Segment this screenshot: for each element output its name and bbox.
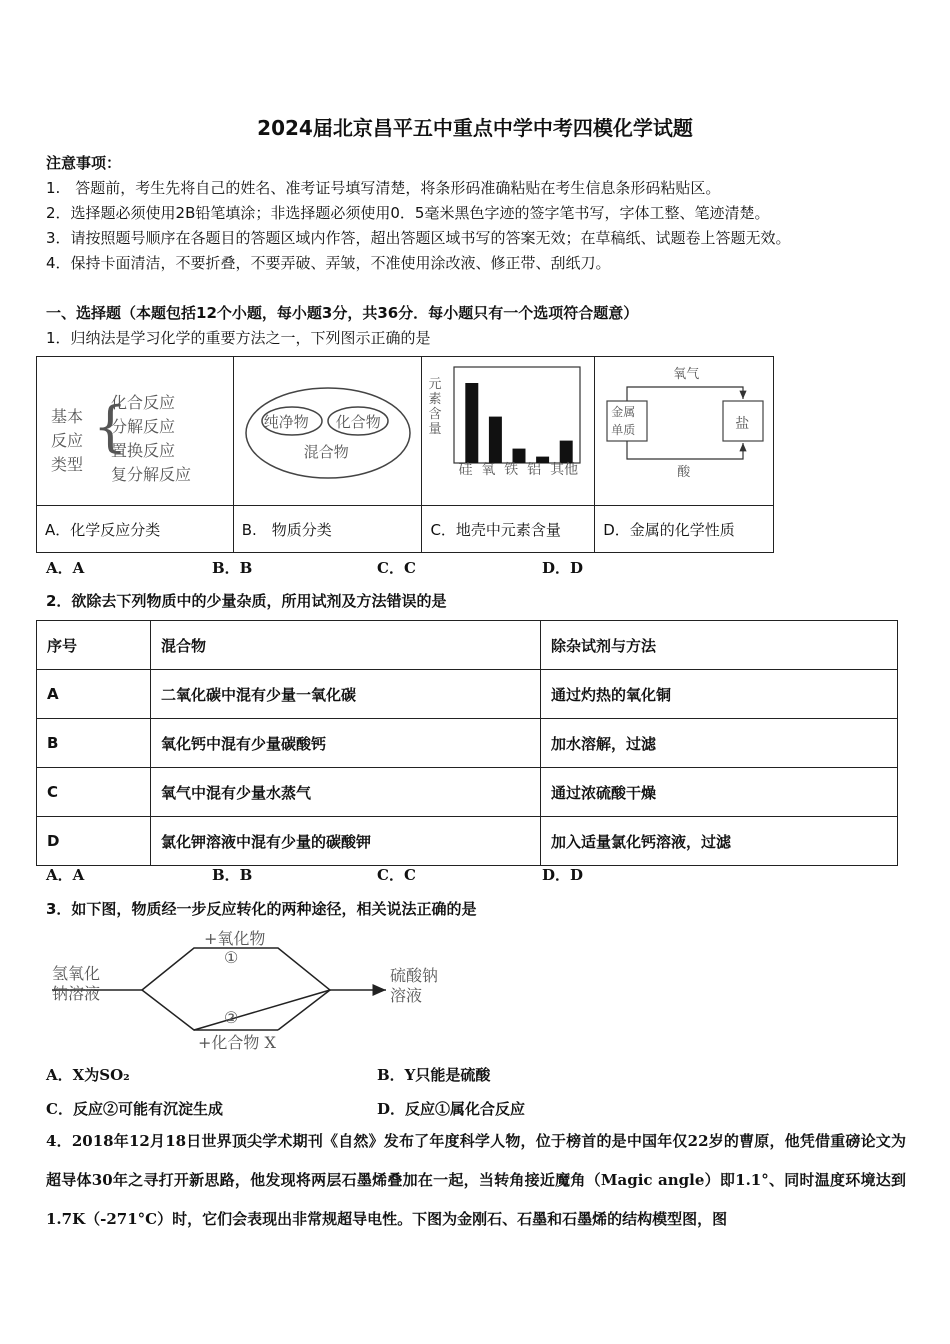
table-header-row (37, 621, 898, 670)
fig-metal-properties (595, 357, 773, 505)
note-item: 2．选择题必须使用2B铅笔填涂；非选择题必须使用0．5毫米黑色字迹的签字笔书写，字体工整、笔迹清楚。 (46, 204, 770, 222)
q1-caption: D．金属的化学性质 (595, 506, 774, 553)
q2-option: C．C (377, 866, 416, 884)
q3-start: 氢氧化 (52, 964, 101, 983)
fig-b-pure: 纯净物 (263, 413, 309, 431)
fig-d-left: 金属 (611, 405, 636, 419)
q2-option: A．A (46, 866, 85, 884)
fig-a-item: 置换反应 (111, 441, 176, 460)
table-cell: 通过灼热的氧化铜 (541, 670, 898, 719)
q1-figure-table (36, 356, 774, 553)
chart-bar-硅 (466, 383, 479, 463)
section-heading: 一、选择题（本题包括12个小题，每小题3分，共36分．每小题只有一个选项符合题意） (46, 304, 639, 322)
table-header: 除杂试剂与方法 (541, 621, 898, 670)
q1-caption: A．化学反应分类 (37, 506, 234, 553)
table-cell: 二氧化碳中混有少量一氧化碳 (151, 670, 541, 719)
fig-d-top: 氧气 (673, 367, 700, 382)
table-cell: 加入适量氯化钙溶液，过滤 (541, 817, 898, 866)
fig-d-right: 盐 (735, 416, 750, 432)
table-cell: 加水溶解，过滤 (541, 719, 898, 768)
q1-option: B．B (212, 559, 253, 577)
notes-heading: 注意事项： (46, 154, 122, 172)
fig-reaction-types (37, 357, 233, 505)
chart-tick-label: 铝 (527, 462, 542, 478)
q2-table (36, 620, 898, 866)
table-row (37, 719, 898, 768)
q3-start: 钠溶液 (52, 984, 101, 1003)
fig-a-item: 分解反应 (111, 417, 176, 436)
note-item: 1. 答题前，考生先将自己的姓名、准考证号填写清楚，将条形码准确粘贴在考生信息条形码粘贴区。 (46, 179, 721, 197)
chart-ylabel: 元素含量 (428, 377, 442, 437)
q3-bottom-label: +化合物 X (198, 1033, 276, 1052)
q1-option: A．A (46, 559, 85, 577)
table-cell: 氯化钾溶液中混有少量的碳酸钾 (151, 817, 541, 866)
table-cell: D (37, 817, 151, 866)
fig-substance-classes (234, 357, 422, 505)
note-item: 4．保持卡面清洁，不要折叠，不要弄破、弄皱，不准使用涂改液、修正带、刮纸刀。 (46, 254, 611, 272)
q1-option: D．D (542, 559, 584, 577)
chart-tick-label: 氧 (481, 462, 496, 478)
chart-tick-label: 铁 (504, 462, 519, 478)
chart-bar-氧 (489, 417, 502, 463)
q2-stem: 2．欲除去下列物质中的少量杂质，所用试剂及方法错误的是 (46, 592, 447, 610)
fig-b-mixture: 混合物 (303, 443, 349, 461)
fig-a-left: 类型 (51, 455, 84, 474)
table-row (37, 670, 898, 719)
q3-option: C．反应②可能有沉淀生成 (46, 1100, 223, 1118)
q3-option: D．反应①属化合反应 (377, 1100, 526, 1118)
table-cell: 通过浓硫酸干燥 (541, 768, 898, 817)
q1-stem: 1．归纳法是学习化学的重要方法之一，下列图示正确的是 (46, 329, 431, 347)
brace-icon: { (93, 395, 128, 458)
table-cell: B (37, 719, 151, 768)
fig-crust-elements (422, 357, 594, 505)
q1-caption: C．地壳中元素含量 (422, 506, 595, 553)
q3-bottom-num: ② (224, 1008, 239, 1027)
chart-tick-label: 其他 (550, 462, 579, 478)
q1-caption: B. 物质分类 (233, 506, 422, 553)
table-row (37, 768, 898, 817)
q3-end: 溶液 (390, 986, 423, 1005)
q3-option: A．X为SO₂ (46, 1066, 130, 1084)
fig-a-left: 反应 (51, 431, 84, 450)
q1-option: C．C (377, 559, 416, 577)
fig-d-left: 单质 (611, 423, 636, 437)
q3-diagram (46, 926, 466, 1056)
q3-top-label: +氧化物 (204, 929, 266, 948)
q4-paragraph: 4．2018年12月18日世界顶尖学术期刊《自然》发布了年度科学人物，位于榜首的是中国年仅22岁的曹原，他凭借重磅论文为超导体30年之寻打开新思路，他发现将两层石墨烯叠加在一起，当转角接近魔角（Magic angle）即1.1°、同时温度环境达到1.7K（-271°C）时，它们会表现出非常规超导电性。下图为金刚石、石墨和石墨烯的结构模型图，图 (46, 1132, 906, 1228)
note-item: 3．请按照题号顺序在各题目的答题区域内作答，超出答题区域书写的答案无效；在草稿纸、试题卷上答题无效。 (46, 229, 791, 247)
table-cell: A (37, 670, 151, 719)
fig-b-compound: 化合物 (335, 413, 381, 431)
q3-stem: 3．如下图，物质经一步反应转化的两种途径，相关说法正确的是 (46, 900, 477, 918)
fig-a-item: 化合反应 (111, 393, 176, 412)
table-header: 混合物 (151, 621, 541, 670)
table-cell: 氧化钙中混有少量碳酸钙 (151, 719, 541, 768)
table-header: 序号 (37, 621, 151, 670)
table-row (37, 817, 898, 866)
q2-option: B．B (212, 866, 253, 884)
fig-d-bottom: 酸 (677, 465, 691, 480)
classification-ellipses (244, 385, 412, 481)
q3-option: B．Y只能是硫酸 (377, 1066, 491, 1084)
q2-option: D．D (542, 866, 584, 884)
table-cell: C (37, 768, 151, 817)
fig-a-left: 基本 (51, 407, 84, 426)
table-cell: 氧气中混有少量水蒸气 (151, 768, 541, 817)
q3-end: 硫酸钠 (390, 966, 439, 985)
page-title: 2024届北京昌平五中重点中学中考四模化学试题 (257, 116, 693, 140)
q3-top-num: ① (224, 948, 239, 967)
chart-tick-label: 硅 (458, 462, 473, 478)
fig-a-item: 复分解反应 (111, 465, 192, 484)
